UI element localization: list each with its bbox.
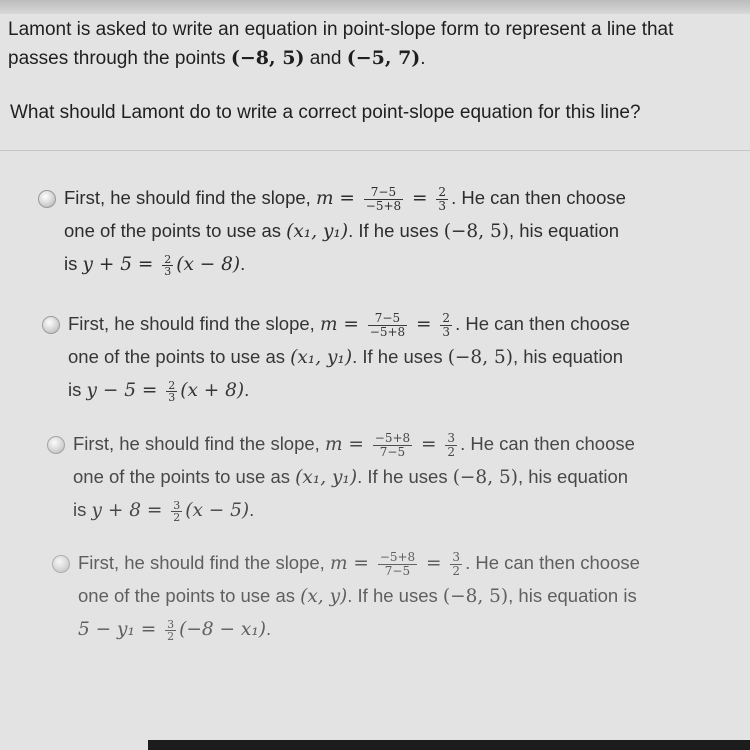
slope-fraction	[373, 432, 412, 459]
slope-value-denominator: 3	[442, 324, 451, 339]
point-b: (−5, 7)	[346, 47, 421, 69]
slope-value-fraction	[436, 186, 448, 213]
option-text	[68, 308, 728, 407]
slope-numerator: −5+8	[374, 430, 411, 445]
question-line-2	[8, 44, 743, 73]
option-lead: First, he should find the slope,	[68, 313, 320, 334]
equation-numerator: 3	[167, 617, 175, 631]
equation-numerator: 3	[173, 498, 181, 512]
equation-lhs: y + 5 =	[82, 254, 160, 275]
slope-denominator: 7−5	[379, 444, 406, 459]
point-pair: (x, y)	[300, 586, 348, 607]
chosen-point: (−8, 5)	[447, 347, 513, 368]
chosen-point: (−8, 5)	[452, 467, 518, 488]
option-lead: First, he should find the slope,	[73, 433, 325, 454]
question-text	[8, 16, 743, 73]
option-line-3-a: is	[68, 379, 87, 400]
option-line-1	[78, 547, 738, 580]
option-line-2	[68, 341, 728, 374]
question-line-1: Lamont is asked to write an equation in point-slope form to represent a line that	[8, 19, 674, 40]
equals-sign-2: =	[410, 314, 438, 335]
equation-numerator: 2	[164, 252, 172, 266]
option-text	[73, 428, 733, 527]
option-line-3	[64, 248, 724, 281]
slope-value-fraction	[445, 432, 457, 459]
equals-sign-2: =	[415, 434, 443, 455]
equation-rhs: (x − 5)	[185, 500, 250, 521]
slope-variable: m	[324, 434, 343, 455]
equation-fraction	[165, 619, 176, 642]
option-line-2-c: , his equation is	[508, 585, 637, 606]
equation-denominator: 3	[168, 390, 176, 404]
radio-button[interactable]	[52, 555, 70, 573]
slope-variable: m	[319, 314, 338, 335]
slope-value-denominator: 2	[447, 444, 456, 459]
option-line-2-a: one of the points to use as	[64, 220, 287, 241]
option-after-slope: . He can then choose	[451, 187, 626, 208]
equation-rhs: (x − 8)	[176, 254, 241, 275]
point-a: (−8, 5)	[230, 47, 305, 69]
option-line-3-end: .	[249, 499, 255, 520]
question-line-2-end: .	[420, 48, 426, 69]
slope-value-denominator: 3	[438, 198, 447, 213]
point-pair: (x₁, y₁)	[295, 467, 358, 488]
equals-sign: =	[333, 188, 361, 209]
bottom-bar	[148, 740, 750, 750]
point-pair: (x₁, y₁)	[286, 221, 349, 242]
radio-button[interactable]	[42, 316, 60, 334]
option-line-1	[68, 308, 728, 341]
slope-value-numerator: 2	[442, 310, 451, 325]
option-line-2-b: . If he uses	[352, 346, 448, 367]
option-line-1	[73, 428, 733, 461]
slope-value-fraction	[440, 312, 452, 339]
equation-fraction	[162, 254, 173, 277]
option-line-3	[78, 613, 738, 646]
question-line-2-mid: and	[304, 48, 347, 69]
radio-button[interactable]	[47, 436, 65, 454]
option-line-2-b: . If he uses	[348, 220, 444, 241]
option-lead: First, he should find the slope,	[64, 187, 316, 208]
slope-fraction	[364, 186, 403, 213]
slope-denominator: −5+8	[365, 198, 402, 213]
slope-variable: m	[315, 188, 334, 209]
equation-fraction	[166, 380, 177, 403]
option-after-slope: . He can then choose	[460, 433, 635, 454]
option-line-2	[78, 580, 738, 613]
equals-sign: =	[347, 553, 375, 574]
equals-sign: =	[337, 314, 365, 335]
option-line-2-c: , his equation	[508, 220, 620, 241]
point-pair: (x₁, y₁)	[290, 347, 353, 368]
option-line-2-b: . If he uses	[357, 466, 453, 487]
option-line-3-a: is	[73, 499, 92, 520]
slope-variable: m	[329, 553, 348, 574]
option-line-3-end: .	[244, 379, 250, 400]
slope-numerator: 7−5	[368, 312, 407, 326]
option-line-2-a: one of the points to use as	[73, 466, 296, 487]
equation-numerator: 2	[168, 378, 176, 392]
option-text	[78, 547, 738, 646]
option-lead: First, he should find the slope,	[78, 552, 330, 573]
question-line-2-start: passes through the points	[8, 48, 231, 69]
slope-numerator: −5+8	[379, 549, 416, 564]
option-line-3	[68, 374, 728, 407]
slope-value-denominator: 2	[452, 563, 461, 578]
option-line-1	[64, 182, 724, 215]
option-line-2	[64, 215, 724, 248]
slope-denominator: −5+8	[369, 324, 406, 339]
slope-denominator: 7−5	[384, 563, 411, 578]
equation-lhs: y − 5 =	[86, 380, 164, 401]
equation-rhs: (x + 8)	[180, 380, 245, 401]
option-line-2-c: , his equation	[517, 466, 629, 487]
option-line-3	[73, 494, 733, 527]
option-after-slope: . He can then choose	[455, 313, 630, 334]
slope-value-numerator: 3	[447, 430, 456, 445]
slope-value-fraction	[450, 551, 462, 578]
option-text	[64, 182, 724, 281]
option-line-2-c: , his equation	[512, 346, 624, 367]
equation-denominator: 3	[164, 264, 172, 278]
option-line-3-a: is	[64, 253, 83, 274]
equation-lhs: y + 8 =	[91, 500, 169, 521]
slope-fraction	[378, 551, 417, 578]
slope-value-numerator: 3	[452, 549, 461, 564]
prompt-text: What should Lamont do to write a correct point-slope equation for this line?	[10, 102, 641, 123]
equation-denominator: 2	[167, 629, 175, 643]
slope-numerator: 7−5	[364, 186, 403, 200]
divider	[0, 150, 750, 151]
option-line-3-end: .	[240, 253, 246, 274]
equals-sign-2: =	[406, 188, 434, 209]
equation-fraction	[171, 500, 182, 523]
equation-denominator: 2	[173, 510, 181, 524]
slope-fraction	[368, 312, 407, 339]
slope-value-numerator: 2	[438, 184, 447, 199]
top-border	[0, 0, 750, 14]
equals-sign-2: =	[420, 553, 448, 574]
equation-lhs: 5 − y₁ =	[78, 619, 163, 640]
option-line-2-b: . If he uses	[347, 585, 443, 606]
option-line-2-a: one of the points to use as	[78, 585, 301, 606]
radio-button[interactable]	[38, 190, 56, 208]
chosen-point: (−8, 5)	[442, 586, 509, 607]
option-line-2	[73, 461, 733, 494]
chosen-point: (−8, 5)	[443, 221, 509, 242]
option-line-3-end: .	[266, 618, 272, 639]
equals-sign: =	[342, 434, 370, 455]
equation-rhs: (−8 − x₁)	[179, 619, 266, 640]
option-line-2-a: one of the points to use as	[68, 346, 291, 367]
option-after-slope: . He can then choose	[465, 552, 640, 573]
